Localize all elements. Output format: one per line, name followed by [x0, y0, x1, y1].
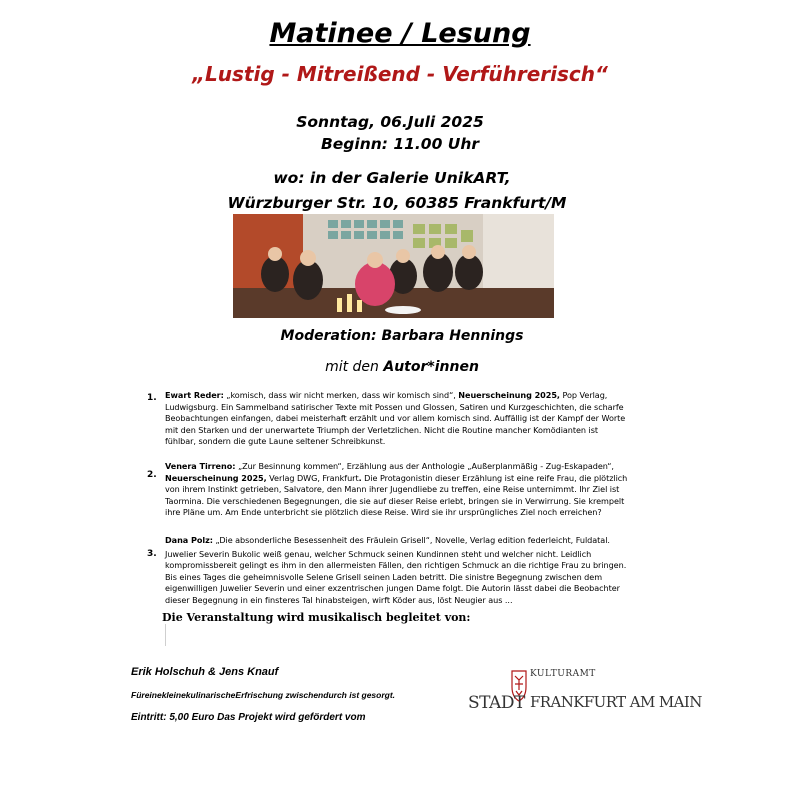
- divider: [165, 624, 166, 646]
- gallery-photo-illustration: [233, 214, 554, 318]
- entry-line: [165, 473, 660, 485]
- author-name: Dana Polz:: [165, 535, 213, 545]
- entry-number-1: 1.: [147, 393, 157, 403]
- location-line-1: wo: in der Galerie UnikART,: [273, 169, 511, 187]
- entry-line: Taormina. Die verschiedenen Begegnungen, die sie auf dieser Reise erlebt, bringen sie in Verwirrung. Sie krempelt: [165, 495, 625, 506]
- admission-line: Eintritt: 5,00 Euro Das Projekt wird gefördert vom: [131, 712, 366, 723]
- release-label: Neuerscheinung 2025,: [458, 390, 560, 400]
- author-entry-1: [165, 390, 660, 448]
- entry-line: ihre Pläne um. Am Ende unterbricht sie plötzlich diese Reise. Wird sie ihr ursprüngliches Ziel noch erreichen?: [165, 507, 602, 518]
- entry-text: „komisch, dass wir nicht merken, dass wir komisch sind“,: [223, 390, 459, 400]
- event-time: Beginn: 11.00 Uhr: [320, 135, 480, 153]
- entry-text: Die Protagonistin dieser Erzählung ist eine reife Frau, die plötzlich: [361, 472, 628, 483]
- entry-line: Beobachtungen einfangen, dabei meisterhaft erzählt und vor allem komisch sind. Auffällig ist der Kampf der Worte: [165, 413, 626, 424]
- authors-intro: [2, 359, 800, 375]
- entry-line: Juwelier Severin Bukolic weiß genau, welcher Schmuck seinen Kundinnen steht und welcher nicht. Leidlich: [165, 548, 592, 559]
- entry-line: eigenwilligen Juwelier Severin und einer exzentrischen jungen Dame folgt. Die Autorin lässt dabei die Beobachter: [165, 583, 620, 594]
- entry-line: kompromissbereit gelingt es ihm in den allermeisten Fällen, den richtigen Schmuck an die richtige Frau zu bringen.: [165, 560, 627, 571]
- entry-line: Bis eines Tages die geheimnisvolle Selene Grisell seinen Laden betritt. Die sinistre Begegnung zwischen dem: [165, 571, 603, 582]
- entry-line: [165, 461, 660, 473]
- release-label: Neuerscheinung 2025,: [165, 472, 267, 483]
- entry-line: fühlbar, sondern die gute Laune seltener Schreibkunst.: [165, 436, 386, 447]
- location-line-2: Würzburger Str. 10, 60385 Frankfurt/M: [227, 194, 567, 212]
- refreshment-line: FüreinekleinekulinarischeErfrischung zwischendurch ist gesorgt.: [131, 690, 396, 700]
- music-accompaniment-line: Die Veranstaltung wird musikalisch begleitet von:: [162, 611, 471, 624]
- author-name: Ewart Reder:: [165, 390, 224, 400]
- entry-text: „Die absonderliche Besessenheit des Fräulein Grisell“, Novelle, Verlag edition federleicht, Fuldatal.: [212, 535, 610, 545]
- event-photo: [233, 214, 554, 318]
- musicians-line: Erik Holschuh & Jens Knauf: [131, 666, 279, 678]
- logo-kulturamt-text: KULTURAMT: [530, 669, 596, 679]
- bold-period: .: [358, 472, 362, 483]
- entry-text: „Zur Besinnung kommen“, Erzählung aus der Anthologie „Außerplanmäßig - Zug-Eskapaden“,: [235, 461, 614, 471]
- moderation-line: Moderation: Barbara Hennings: [280, 328, 524, 344]
- author-entry-3: [165, 535, 660, 607]
- author-name: Venera Tirreno:: [165, 461, 236, 471]
- authors-label: Autor*innen: [383, 359, 479, 375]
- logo-frankfurt-text: FRANKFURT AM MAIN: [530, 693, 702, 711]
- event-date: Sonntag, 06.Juli 2025: [296, 113, 484, 131]
- entry-number-2: 2.: [147, 470, 157, 480]
- entry-number-3: 3.: [147, 549, 157, 559]
- entry-line: [165, 390, 660, 402]
- author-entry-2: [165, 461, 660, 519]
- authors-prefix: mit den: [325, 359, 384, 375]
- entry-line: dieser Begegnung in ein finsteres Tal hinabsteigen, wirft Köder aus, löst Neugier aus ...: [165, 594, 513, 605]
- entry-line: mit den Starken und der unerwartete Triumph der Verletzlichen. Nicht die Routine mancher Komödianten ist: [165, 424, 599, 435]
- entry-text: Pop Verlag,: [559, 390, 608, 400]
- logo-stadt-text: STADT: [468, 693, 525, 713]
- event-subtitle: „Lustig - Mitreißend - Verführerisch“: [192, 62, 608, 86]
- entry-line: von ihrem Instinkt getrieben, Salvatore, den Mann ihrer Jugendliebe zu treffen, eine Reise unternimmt. Ihr Ziel ist: [165, 484, 620, 495]
- entry-line: Ludwigsburg. Ein Sammelband satirischer Texte mit Possen und Glossen, Satiren und Kurzgeschichten, die scharfe: [165, 401, 624, 412]
- kulturamt-frankfurt-logo: [468, 667, 702, 721]
- page-title: Matinee / Lesung: [269, 18, 531, 49]
- entry-text: Verlag DWG, Frankfurt: [266, 472, 359, 483]
- entry-line: [165, 535, 660, 547]
